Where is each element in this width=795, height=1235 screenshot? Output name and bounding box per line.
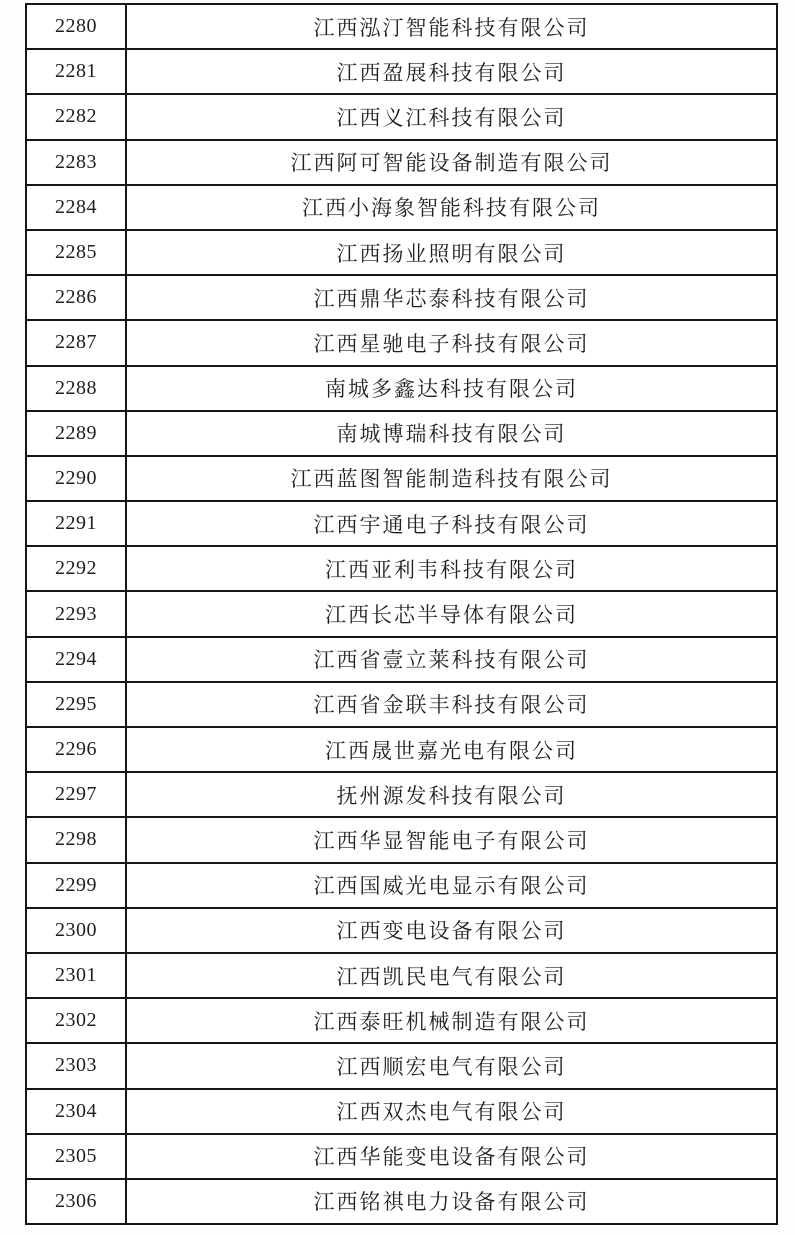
table-row <box>26 1134 777 1179</box>
company-name-cell: 江西鼎华芯泰科技有限公司 <box>126 275 777 320</box>
company-name-cell: 江西省壹立莱科技有限公司 <box>126 637 777 682</box>
row-number-cell: 2293 <box>26 591 126 636</box>
table-row <box>26 501 777 546</box>
row-number-cell: 2296 <box>26 727 126 772</box>
company-name-cell: 江西扬业照明有限公司 <box>126 230 777 275</box>
company-name-cell: 江西义江科技有限公司 <box>126 94 777 139</box>
table-row <box>26 230 777 275</box>
table-row <box>26 908 777 953</box>
row-number-cell: 2287 <box>26 320 126 365</box>
row-number-cell: 2300 <box>26 908 126 953</box>
row-number-cell: 2286 <box>26 275 126 320</box>
company-name-cell: 南城博瑞科技有限公司 <box>126 411 777 456</box>
table-row <box>26 1179 777 1224</box>
table-row <box>26 185 777 230</box>
company-name-cell: 抚州源发科技有限公司 <box>126 772 777 817</box>
row-number-cell: 2301 <box>26 953 126 998</box>
company-name-cell: 江西铭祺电力设备有限公司 <box>126 1179 777 1224</box>
row-number-cell: 2306 <box>26 1179 126 1224</box>
row-number-cell: 2295 <box>26 682 126 727</box>
row-number-cell: 2290 <box>26 456 126 501</box>
table-row <box>26 546 777 591</box>
company-name-cell: 江西盈展科技有限公司 <box>126 49 777 94</box>
row-number-cell: 2288 <box>26 366 126 411</box>
company-name-cell: 江西华显智能电子有限公司 <box>126 817 777 862</box>
company-name-cell: 江西小海象智能科技有限公司 <box>126 185 777 230</box>
row-number-cell: 2303 <box>26 1043 126 1088</box>
row-number-cell: 2305 <box>26 1134 126 1179</box>
row-number-cell: 2281 <box>26 49 126 94</box>
row-number-cell: 2291 <box>26 501 126 546</box>
table-row <box>26 817 777 862</box>
table-row <box>26 456 777 501</box>
table-row <box>26 772 777 817</box>
company-name-cell: 江西阿可智能设备制造有限公司 <box>126 140 777 185</box>
company-name-cell: 南城多鑫达科技有限公司 <box>126 366 777 411</box>
table-row <box>26 998 777 1043</box>
row-number-cell: 2294 <box>26 637 126 682</box>
company-table-body <box>26 4 777 1224</box>
table-row <box>26 411 777 456</box>
table-row <box>26 1043 777 1088</box>
table-row <box>26 366 777 411</box>
table-row <box>26 863 777 908</box>
row-number-cell: 2284 <box>26 185 126 230</box>
table-row <box>26 637 777 682</box>
row-number-cell: 2298 <box>26 817 126 862</box>
row-number-cell: 2297 <box>26 772 126 817</box>
row-number-cell: 2302 <box>26 998 126 1043</box>
company-name-cell: 江西国威光电显示有限公司 <box>126 863 777 908</box>
row-number-cell: 2299 <box>26 863 126 908</box>
table-row <box>26 953 777 998</box>
table-row <box>26 727 777 772</box>
company-name-cell: 江西华能变电设备有限公司 <box>126 1134 777 1179</box>
row-number-cell: 2289 <box>26 411 126 456</box>
table-row <box>26 49 777 94</box>
company-name-cell: 江西顺宏电气有限公司 <box>126 1043 777 1088</box>
row-number-cell: 2304 <box>26 1089 126 1134</box>
company-name-cell: 江西亚利韦科技有限公司 <box>126 546 777 591</box>
table-row <box>26 4 777 49</box>
company-name-cell: 江西泰旺机械制造有限公司 <box>126 998 777 1043</box>
row-number-cell: 2292 <box>26 546 126 591</box>
table-row <box>26 275 777 320</box>
company-name-cell: 江西变电设备有限公司 <box>126 908 777 953</box>
row-number-cell: 2282 <box>26 94 126 139</box>
row-number-cell: 2285 <box>26 230 126 275</box>
company-name-cell: 江西双杰电气有限公司 <box>126 1089 777 1134</box>
table-row <box>26 682 777 727</box>
table-row <box>26 1089 777 1134</box>
company-name-cell: 江西晟世嘉光电有限公司 <box>126 727 777 772</box>
table-row <box>26 94 777 139</box>
company-name-cell: 江西泓汀智能科技有限公司 <box>126 4 777 49</box>
row-number-cell: 2283 <box>26 140 126 185</box>
company-name-cell: 江西凯民电气有限公司 <box>126 953 777 998</box>
company-name-cell: 江西星驰电子科技有限公司 <box>126 320 777 365</box>
row-number-cell: 2280 <box>26 4 126 49</box>
table-row <box>26 140 777 185</box>
table-row <box>26 591 777 636</box>
company-list-table <box>25 3 778 1225</box>
company-name-cell: 江西省金联丰科技有限公司 <box>126 682 777 727</box>
company-name-cell: 江西蓝图智能制造科技有限公司 <box>126 456 777 501</box>
table-row <box>26 320 777 365</box>
company-name-cell: 江西宇通电子科技有限公司 <box>126 501 777 546</box>
company-name-cell: 江西长芯半导体有限公司 <box>126 591 777 636</box>
